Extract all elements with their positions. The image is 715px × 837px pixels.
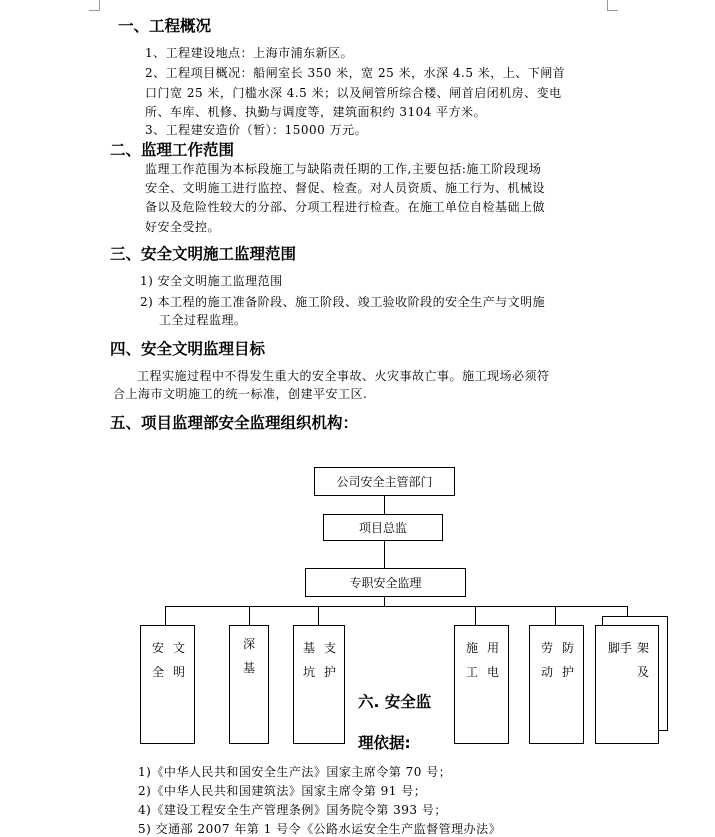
section-6-title-part-2: 理依据: [358, 734, 411, 752]
section-3-item-1: 1) 安全文明施工监理范围 [140, 274, 283, 288]
org-box-pit-support [293, 625, 345, 744]
col-text: 施工 [465, 641, 478, 679]
col-text: 劳动 [540, 641, 553, 679]
col-text: 用电 [486, 641, 499, 679]
org-mid-box: 项目总监 [323, 514, 443, 541]
org-top-box: 公司安全主管部门 [314, 467, 455, 496]
connector-line [475, 606, 476, 625]
col-text: 脚手 [607, 641, 632, 655]
margin-mark-right [607, 0, 618, 11]
col-text: 基坑 [302, 641, 315, 679]
connector-line [555, 606, 556, 625]
section-1-item-2-line-2: 口门宽 25 米，门槛水深 4.5 米；以及闸管所综合楼、闸首启闭机房、变电 [145, 86, 562, 100]
section-3-item-2-line-1: 2) 本工程的施工准备阶段、施工阶段、竣工验收阶段的安全生产与文明施 [140, 295, 546, 309]
connector-line [384, 597, 385, 606]
connector-line [384, 541, 385, 568]
section-3-title: 三、安全文明施工监理范围 [110, 245, 297, 263]
org-box-labor-protection [529, 625, 584, 744]
section-2-line-3: 备以及危险性较大的分部、分项工程进行检查。在施工单位自检基础上做 [145, 200, 546, 214]
section-1-item-2-line-3: 所、车库、机修、执勤与调度等，建筑面积约 3104 平方米。 [145, 105, 487, 119]
section-4-line-2: 合上海市文明施工的统一标准，创建平安工区. [113, 387, 368, 401]
margin-mark-left [89, 0, 100, 11]
section-3-item-2-line-2: 工全过程监理。 [159, 313, 247, 327]
org-dept-box: 专职安全监理 [305, 568, 466, 597]
col-text: 支护 [323, 641, 336, 679]
col-text: 架及 [636, 641, 649, 679]
org-box-safety-civilization [140, 625, 195, 744]
section-5-title: 五、项目监理部安全监理组织机构： [110, 414, 359, 432]
law-item-2: 2)《中华人民共和国建筑法》国家主席令第 91 号； [138, 784, 427, 798]
org-box-scaffold [595, 625, 659, 744]
law-item-1: 1)《中华人民共和国安全生产法》国家主席令第 70 号； [138, 765, 452, 779]
law-item-3: 4)《建设工程安全生产管理条例》国务院令第 393 号； [138, 803, 447, 817]
section-2-title: 二、监理工作范围 [110, 141, 235, 159]
connector-line [318, 606, 319, 625]
connector-line [384, 496, 385, 514]
section-1-item-3: 3、工程建安造价（暂）：15000 万元。 [145, 123, 368, 137]
section-1-item-2-line-1: 2、工程项目概况：船闸室长 350 米，宽 25 米，水深 4.5 米，上、下闸首 [145, 66, 566, 80]
section-4-line-1: 工程实施过程中不得发生重大的安全事故、火灾事故亡事。施工现场必须符 [137, 369, 550, 383]
col-text: 安全 [151, 641, 164, 679]
section-6-title-part-1: 六. 安全监 [358, 693, 432, 711]
col-text: 文明 [172, 641, 185, 679]
connector-line [249, 606, 250, 625]
col-text: 深基 [242, 637, 255, 675]
law-item-4: 5) 交通部 2007 年第 1 号令《公路水运安全生产监督管理办法》 [138, 822, 502, 836]
connector-line [165, 606, 166, 625]
section-2-line-4: 好安全受控。 [145, 220, 221, 234]
section-1-item-1: 1、工程建设地点：上海市浦东新区。 [145, 46, 354, 60]
connector-line [165, 606, 627, 607]
col-text: 防护 [561, 641, 574, 679]
org-box-electricity [454, 625, 509, 744]
org-box-deep-foundation [229, 625, 269, 744]
section-2-line-1: 监理工作范围为本标段施工与缺陷责任期的工作,主要包括:施工阶段现场 [145, 162, 542, 176]
section-1-title: 一、工程概况 [118, 17, 212, 35]
section-4-title: 四、安全文明监理目标 [110, 340, 266, 358]
section-2-line-2: 安全、文明施工进行监控、督促、检查。对人员资质、施工行为、机械设 [145, 181, 546, 195]
